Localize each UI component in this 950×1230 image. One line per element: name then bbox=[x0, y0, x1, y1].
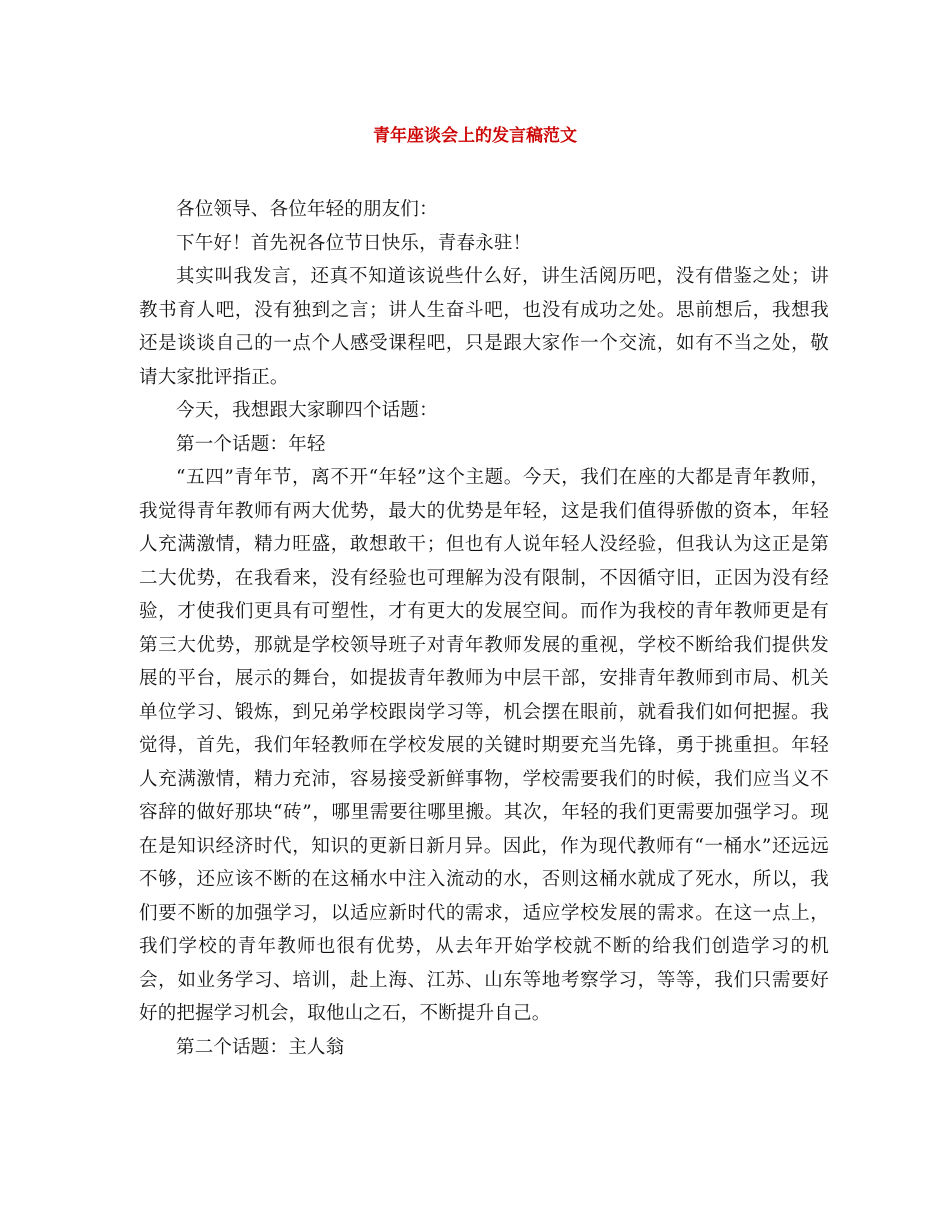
document-title: 青年座谈会上的发言稿范文 bbox=[373, 126, 577, 146]
salutation-paragraph: 各位领导、各位年轻的朋友们： bbox=[176, 199, 438, 220]
topic-two-heading: 第二个话题：主人翁 bbox=[176, 1036, 345, 1058]
greeting-paragraph: 下午好！首先祝各位节日快乐，青春永驻！ bbox=[176, 232, 532, 254]
intro-paragraph: 其实叫我发言，还真不知道该说些什么好，讲生活阅历吧，没有借鉴之处；讲教书育人吧，没有独到之言；讲人生奋斗吧，也没有成功之处。思前想后，我想我还是谈谈自己的一点个人感受课程吧，只是跟大家作一个交流，如有不当之处，敬请大家批评指正。 bbox=[139, 266, 829, 388]
topic-one-heading: 第一个话题：年轻 bbox=[176, 433, 326, 455]
document-body bbox=[139, 193, 829, 1064]
topic-one-paragraph: “五四”青年节，离不开“年轻”这个主题。今天，我们在座的大都是青年教师，我觉得青年教师有两大优势，最大的优势是年轻，这是我们值得骄傲的资本，年轻人充满激情，精力旺盛，敢想敢干；但也有人说年轻人没经验，但我认为这正是第二大优势，在我看来，没有经验也可理解为没有限制，不因循守旧，正因为没有经验，才使我们更具有可塑性，才有更大的发展空间。而作为我校的青年教师更是有第三大优势，那就是学校领导班子对青年教师发展的重视，学校不断给我们提供发展的平台，展示的舞台，如提拔青年教师为中层干部，安排青年教师到市局、机关单位学习、锻炼，到兄弟学校跟岗学习等，机会摆在眼前，就看我们如何把握。我觉得，首先，我们年轻教师在学校发展的关键时期要充当先锋，勇于挑重担。年轻人充满激情，精力充沛，容易接受新鲜事物，学校需要我们的时候，我们应当义不容辞的做好那块“砖”，哪里需要往哪里搬。其次，年轻的我们更需要加强学习。现在是知识经济时代，知识的更新日新月异。因此，作为现代教师有“一桶水”还远远不够，还应该不断的在这桶水中注入流动的水，否则这桶水就成了死水，所以，我们要不断的加强学习，以适应新时代的需求，适应学校发展的需求。在这一点上，我们学校的青年教师也很有优势，从去年开始学校就不断的给我们创造学习的机会，如业务学习、培训，赴上海、江苏、山东等地考察学习，等等，我们只需要好好的把握学习机会，取他山之石，不断提升自己。 bbox=[139, 467, 829, 1024]
topics-intro-paragraph: 今天，我想跟大家聊四个话题： bbox=[176, 400, 438, 421]
